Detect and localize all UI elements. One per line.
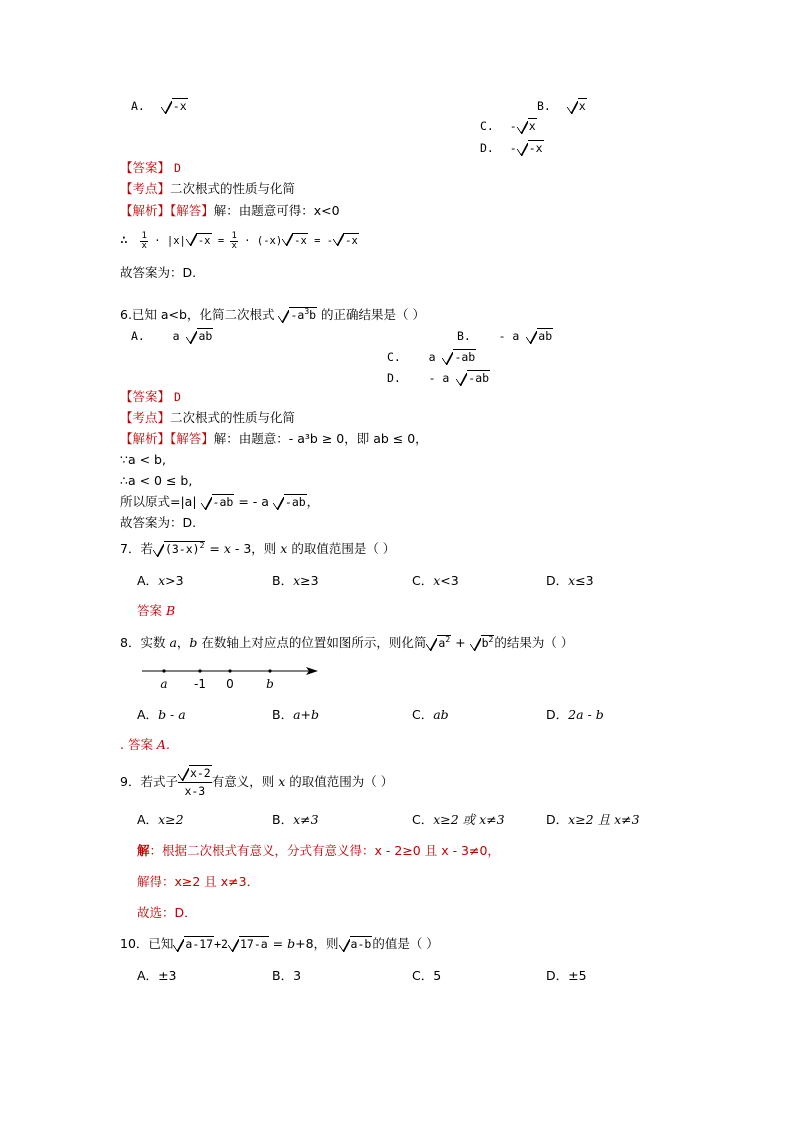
q7-answer xyxy=(137,603,175,619)
analysis-text: 解：由题意：- a³b ≥ 0，即 ab ≤ 0， xyxy=(213,431,428,446)
radical: -ab xyxy=(273,494,307,510)
number-line-point-zero xyxy=(228,669,231,672)
radical: -x xyxy=(186,230,212,252)
answer-value: D xyxy=(174,161,181,175)
variable: b xyxy=(287,936,296,951)
q5-option-b xyxy=(537,98,587,114)
topic-text: 二次根式的性质与化简 xyxy=(170,410,296,425)
q5-option-a-radical: -x xyxy=(161,98,188,114)
stem-text: ， xyxy=(176,635,190,650)
q5-option-d-radical: -x xyxy=(517,140,544,156)
stem-text: +2 xyxy=(214,937,228,951)
q5-option-c-label: C. xyxy=(480,119,494,133)
radical: -x xyxy=(333,230,359,252)
number-line-point-b xyxy=(268,669,271,672)
q5-option-d-label: D. xyxy=(480,141,494,155)
q7-option-c: C．x<3 xyxy=(412,573,459,588)
q5-answer xyxy=(120,160,181,176)
radical: $b^2$ xyxy=(470,635,495,651)
therefore-symbol: ∴ xyxy=(120,233,128,248)
fraction: $\frac{1}{x}$ xyxy=(141,230,147,251)
derivation-text: = - xyxy=(314,235,334,247)
q5-option-d xyxy=(480,140,544,156)
q8-option-a: A．b - a xyxy=(137,707,186,722)
number-line-label-zero: 0 xyxy=(226,677,234,691)
stem-text: 9．若式子 xyxy=(120,774,178,789)
answer-label: 答案 xyxy=(137,603,166,618)
number-line-label-minus-one: -1 xyxy=(194,677,206,691)
stem-text: = xyxy=(205,541,224,556)
q5-option-a xyxy=(131,98,188,114)
q10-option-b: B．3 xyxy=(272,968,302,983)
q5-derivation xyxy=(120,230,359,252)
q6-option-d xyxy=(387,370,490,386)
answer-value: A. xyxy=(156,737,170,752)
q9-stem xyxy=(120,764,393,800)
q5-option-b-radical: x xyxy=(567,98,587,114)
stem-text: 10．已知 xyxy=(120,936,174,951)
q7-option-d: D．x≤3 xyxy=(546,573,594,588)
result-text: = - a xyxy=(238,494,269,509)
answer-label: . 答案 xyxy=(120,737,157,752)
topic-text: 二次根式的性质与化简 xyxy=(170,181,296,196)
q9-solution xyxy=(137,843,500,859)
topic-tag: 【考点】 xyxy=(120,181,171,196)
q7-stem xyxy=(120,541,395,557)
q6-line-result xyxy=(120,494,319,510)
radical: 17-a xyxy=(228,936,269,952)
q5-option-c xyxy=(480,118,537,134)
option-coef: - a xyxy=(428,371,450,385)
equals-sign: = xyxy=(217,235,225,247)
stem-text: 在数轴上对应点的位置如图所示，则化简 xyxy=(197,635,427,650)
q10-option-a: A．±3 xyxy=(137,968,177,983)
stem-text: 8．实数 xyxy=(120,635,170,650)
variable: a xyxy=(169,635,177,650)
radical: $-a^3b$ xyxy=(278,307,317,323)
stem-text: = xyxy=(268,936,288,951)
q5-analysis xyxy=(120,203,340,219)
number-line-label-a: a xyxy=(160,677,168,691)
q5-option-b-label: B. xyxy=(537,99,551,113)
option-label: B. xyxy=(457,329,471,343)
q9-option-c: C．x≥2 或 x≠3 xyxy=(412,812,505,827)
option-coef: a xyxy=(172,329,180,343)
q9-solution-result: 解得：x≥2 且 x≠3． xyxy=(137,874,260,889)
fraction: $\frac{1}{x}$ xyxy=(231,230,237,251)
derivation-text: · |x| xyxy=(154,235,186,247)
derivation-text: · (-x) xyxy=(244,235,283,247)
q5-option-c-sign: - xyxy=(509,119,517,133)
q9-solution-choice: 故选：D． xyxy=(137,905,197,920)
stem-text: + xyxy=(451,635,470,650)
result-text: ， xyxy=(306,494,320,509)
q5-option-d-sign: - xyxy=(509,141,517,155)
q6-analysis xyxy=(120,431,428,447)
option-label: C. xyxy=(387,350,401,364)
radical: -x xyxy=(282,230,308,252)
q8-option-d: D．2a - b xyxy=(546,707,604,722)
q8-answer xyxy=(120,737,170,753)
stem-text: 有意义，则 xyxy=(211,774,279,789)
q6-option-c xyxy=(387,349,476,365)
stem-text: 的取值范围为（ ） xyxy=(285,774,394,789)
variable: x xyxy=(223,541,231,556)
stem-text: 7．若 xyxy=(120,541,153,556)
radical: $a^2$ xyxy=(426,635,451,651)
radical: a-17 xyxy=(173,936,214,952)
analysis-tag: 【解析】【解答】 xyxy=(120,431,214,446)
q8-option-b: B．a+b xyxy=(272,707,320,722)
number-line-point-minus-one xyxy=(198,669,201,672)
q6-line-therefore: ∴a < 0 ≤ b, xyxy=(120,473,193,488)
radical: -ab xyxy=(456,370,490,386)
option-coef: - a xyxy=(498,329,520,343)
q6-topic xyxy=(120,410,295,426)
q10-option-d: D．±5 xyxy=(546,968,587,983)
q10-option-c: C．5 xyxy=(412,968,442,983)
q6-option-b xyxy=(457,328,553,344)
q5-option-a-label: A. xyxy=(131,99,145,113)
q5-topic xyxy=(120,181,295,197)
stem-text: 6.已知 a<b，化简二次根式 xyxy=(120,307,279,322)
fraction: $\frac{x-2}{x-3}$ xyxy=(178,765,212,800)
analysis-text: 解：由题意可得：x<0 xyxy=(213,203,340,218)
q9-option-b: B．x≠3 xyxy=(272,812,319,827)
option-coef: a xyxy=(428,350,436,364)
q8-stem xyxy=(120,635,573,651)
solution-text: ：根据二次根式有意义，分式有意义得：x - 2≥0 且 x - 3≠0， xyxy=(149,843,500,858)
q10-stem xyxy=(120,936,439,952)
q6-stem xyxy=(120,307,425,323)
q6-conclusion: 故答案为：D. xyxy=(120,515,197,530)
q6-line-since: ∵a < b, xyxy=(120,452,166,467)
stem-text: - 3，则 xyxy=(230,541,281,556)
radical: $(3-x)^2$ xyxy=(153,541,205,557)
stem-text: 的正确结果是（ ） xyxy=(317,307,426,322)
q7-option-b: B．x≥3 xyxy=(272,573,319,588)
analysis-tag: 【解析】【解答】 xyxy=(120,203,214,218)
variable: b xyxy=(189,635,198,650)
q5-option-c-radical: x xyxy=(517,118,537,134)
stem-text: +8，则 xyxy=(295,936,339,951)
number-line-label-b: b xyxy=(266,677,274,691)
option-label: D. xyxy=(387,371,401,385)
number-line xyxy=(138,660,328,695)
option-label: A. xyxy=(131,329,145,343)
radical: -ab xyxy=(201,494,235,510)
q9-option-d: D．x≥2 且 x≠3 xyxy=(546,812,640,827)
q6-answer xyxy=(120,389,181,405)
stem-text: 的值是（ ） xyxy=(372,936,439,951)
variable: x xyxy=(278,774,286,789)
variable: x xyxy=(280,541,288,556)
solution-label: 解 xyxy=(137,843,150,858)
radical: a-b xyxy=(339,936,373,952)
answer-value: B xyxy=(165,603,176,618)
stem-text: 的结果为（ ） xyxy=(494,635,574,650)
radical: ab xyxy=(186,328,213,344)
q5-conclusion: 故答案为：D. xyxy=(120,265,197,280)
answer-tag: 【答案】 xyxy=(120,160,171,175)
q9-option-a: A．x≥2 xyxy=(137,812,184,827)
radical: -ab xyxy=(442,349,476,365)
topic-tag: 【考点】 xyxy=(120,410,171,425)
number-line-point-a xyxy=(162,669,165,672)
q8-option-c: C．ab xyxy=(412,707,449,722)
stem-text: 的取值范围是（ ） xyxy=(287,541,396,556)
radical: ab xyxy=(526,328,553,344)
result-text: 所以原式=|a| xyxy=(120,494,197,509)
answer-tag: 【答案】 xyxy=(120,389,171,404)
answer-value: D xyxy=(174,390,181,404)
q7-option-a: A．x>3 xyxy=(137,573,184,588)
q6-option-a xyxy=(131,328,213,344)
